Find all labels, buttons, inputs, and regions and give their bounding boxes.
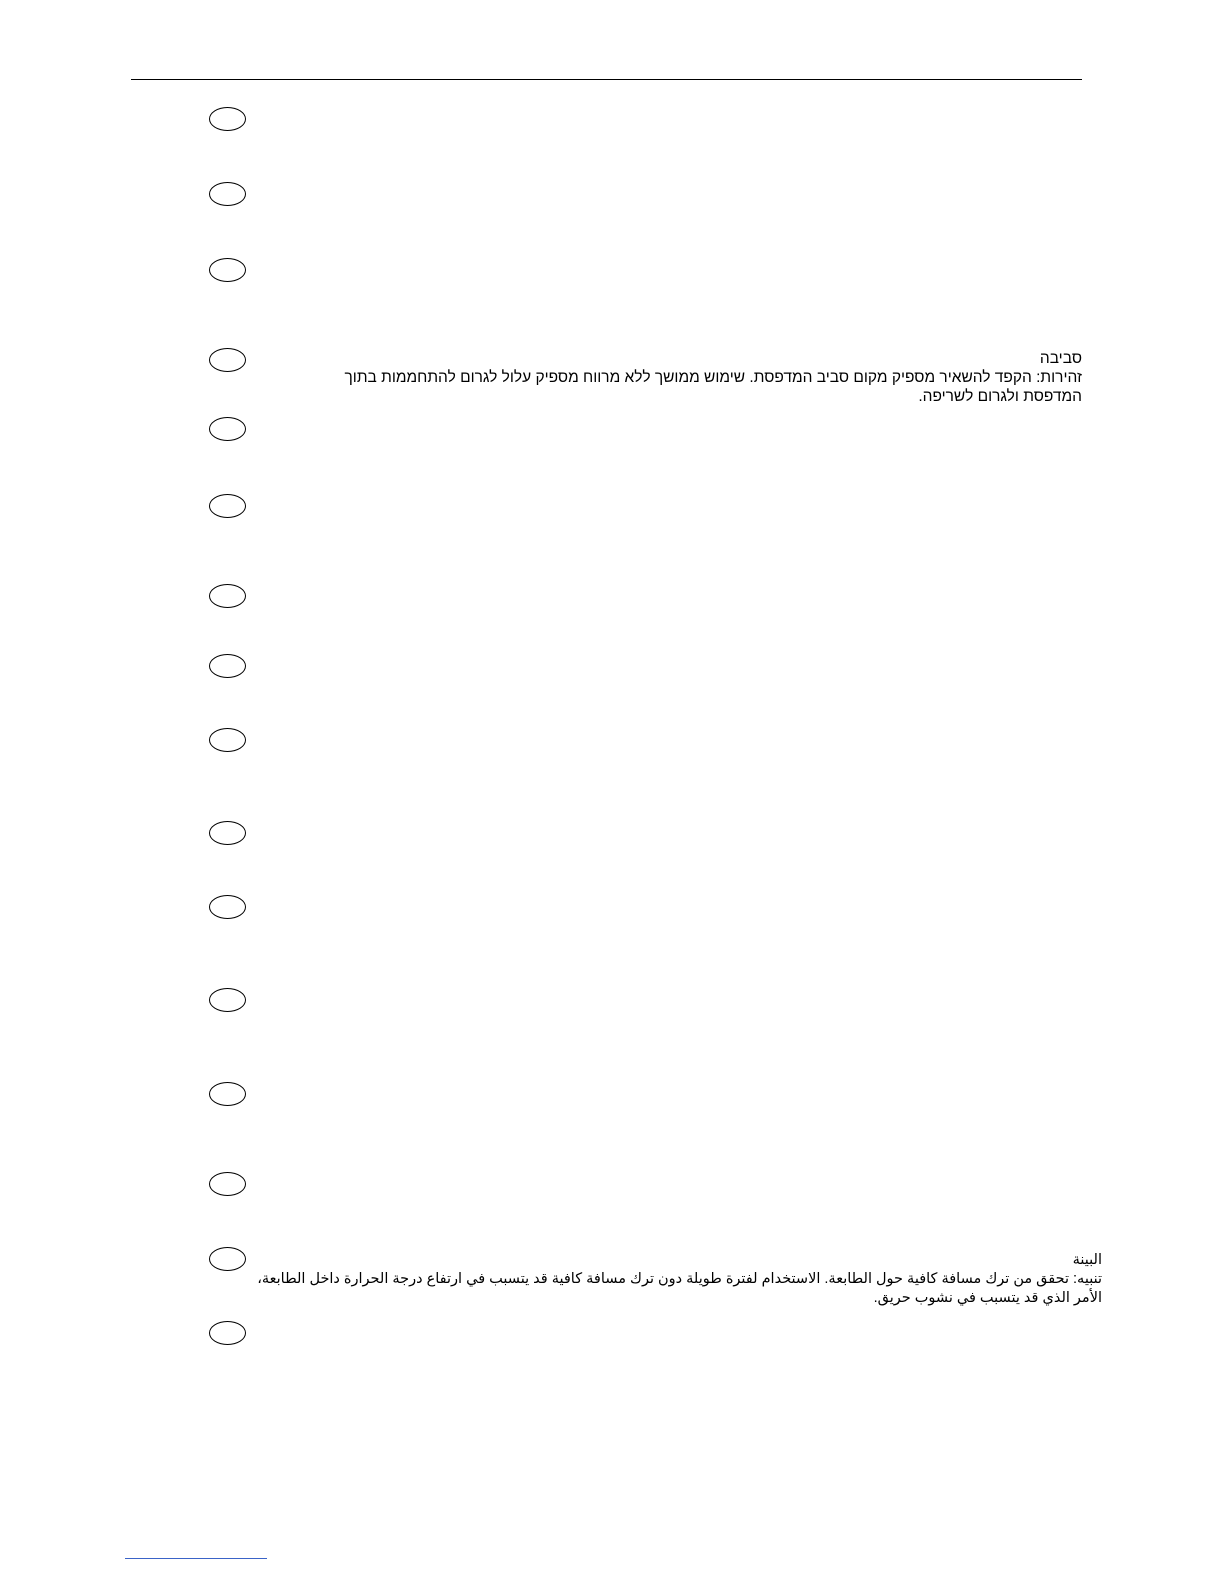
- caution-note-arabic-body: تنبيه: تحقق من ترك مسافة كافية حول الطابعة. الاستخدام لفترة طويلة دون ترك مسافة كافية قد يتسبب في ارتفاع درجة الحرارة داخل الطابعة، الأمر الذي قد يتسبب في نشوب حريق.: [257, 1271, 1102, 1306]
- option-bullet-12[interactable]: [209, 988, 246, 1012]
- option-bullet-9[interactable]: [209, 728, 246, 752]
- caution-note-hebrew: [322, 349, 1082, 406]
- option-bullet-14[interactable]: [209, 1172, 246, 1196]
- option-bullet-10[interactable]: [209, 821, 246, 845]
- option-bullet-6[interactable]: [209, 494, 246, 518]
- caution-note-arabic-title: البينة: [1072, 1252, 1102, 1268]
- caution-note-hebrew-body: זהירות: הקפד להשאיר מספיק מקום סביב המדפסת. שימוש ממושך ללא מרווח מספיק עלול לגרום להתחממות בתוך המדפסת ולגרום לשריפה.: [344, 369, 1082, 405]
- option-bullet-13[interactable]: [209, 1082, 246, 1106]
- footer-link-rule: [125, 1558, 267, 1559]
- header-rule: [131, 79, 1082, 80]
- option-bullet-3[interactable]: [209, 258, 246, 282]
- option-bullet-4[interactable]: [209, 348, 246, 372]
- option-bullet-8[interactable]: [209, 654, 246, 678]
- option-bullet-15[interactable]: [209, 1247, 246, 1271]
- option-bullet-11[interactable]: [209, 895, 246, 919]
- option-bullet-2[interactable]: [209, 182, 246, 206]
- option-bullet-16[interactable]: [209, 1321, 246, 1345]
- caution-note-hebrew-title: סביבה: [1039, 350, 1082, 367]
- option-bullet-7[interactable]: [209, 584, 246, 608]
- caution-note-arabic: [242, 1251, 1102, 1308]
- option-bullet-5[interactable]: [209, 417, 246, 441]
- option-bullet-1[interactable]: [209, 107, 246, 131]
